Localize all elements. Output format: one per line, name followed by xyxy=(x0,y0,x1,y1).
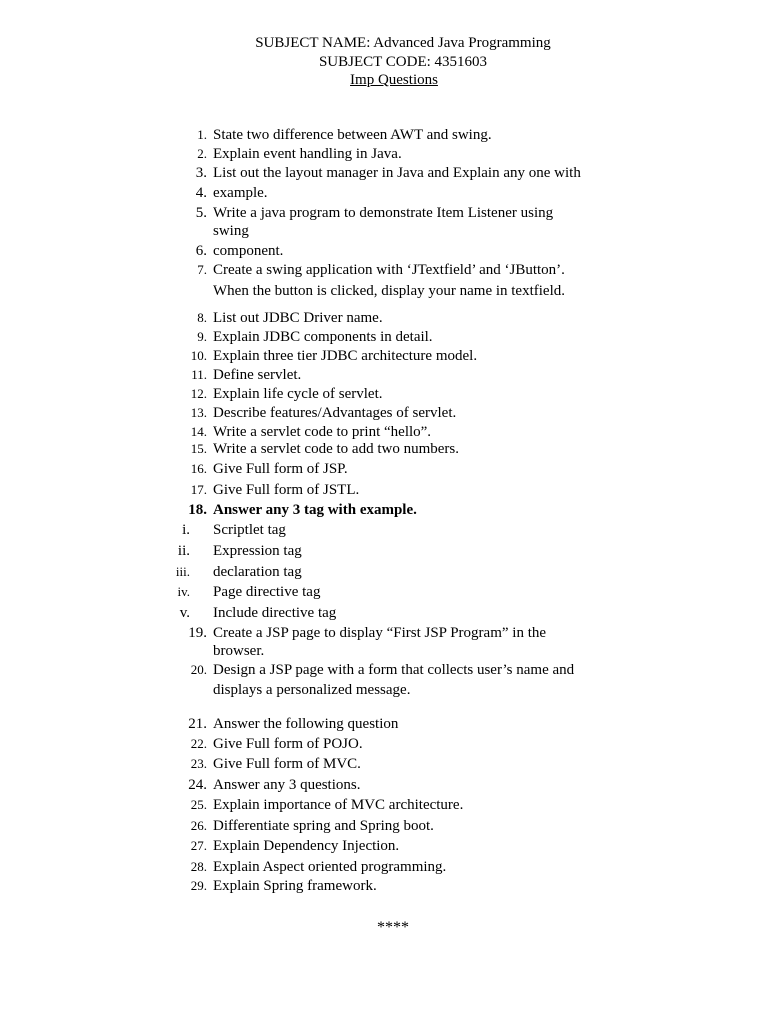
subject-code: SUBJECT CODE: 4351603 xyxy=(318,53,488,70)
document-header xyxy=(0,34,768,90)
subject-name: SUBJECT NAME: Advanced Java Programming xyxy=(255,35,551,51)
document-title: Imp Questions xyxy=(350,72,438,88)
footer-separator: **** xyxy=(377,919,409,936)
